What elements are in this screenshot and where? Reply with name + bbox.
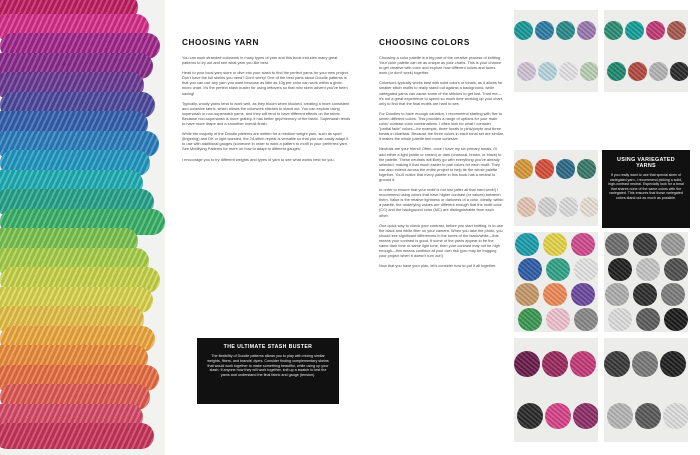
palette-photo-rainbow [514, 232, 598, 332]
yarn-paragraph: You can work stranded colorwork in many types of yarn and this book includes many great patterns to try out and see what yarn you like best. [182, 55, 338, 66]
yarn-ball [577, 21, 597, 41]
yarn-ball [543, 233, 567, 257]
yarn-ball [660, 351, 687, 378]
callout-text: The flexibility of Doodle patterns allows you to play with mixing similar weights, fibers, and brands! dyers. Consider finding complementary skeins that would work together to make something beautiful, while using up your stash. If anyone how they will work together, knit up a swatch to test the yarns and understand the final fabric and gauge (tension). [207, 354, 329, 378]
yarn-paragraph: Head to your local yarn store or dive into your stash to find the perfect yarns for your new project. Don't have the full skeins you need? Don't worry! One of the best parts about Doodle patterns is that you can use any yarn you want because as little as 10g per color can work within a given micro chart. It's the perfect stash buster for using leftovers so that mini skein advent you've been saving! [182, 70, 349, 96]
variegated-yarns-callout [602, 150, 690, 228]
colors-paragraph: Choosing a color palette is a big part of the creative process of knitting. Your color palette can be as unique as your charts. This is your chance to get creative with color and explore how different colors and tones work (or don't work) together. [379, 55, 502, 76]
yarn-ball [571, 283, 595, 307]
yarn-ball [546, 308, 570, 332]
yarn-paragraph: I encourage you to try different weights and types of yarn to see what works best for you. [182, 156, 335, 162]
yarn-ball [633, 233, 657, 257]
colors-paragraph: One quick way to check your contrast, before you start knitting, is to use the black and white filter on your camera. When you take the photo, you should see significant differences in the tones of the black/white—this means your contrast is good. If some of the yarns appear to be the same dark tone or same light tone, then your contrast may not be high enough—this means continue at your own risk (you may be frogging your project when it doesn't turn out!). [379, 222, 503, 259]
yarn-ball [545, 403, 572, 430]
palette-photo-grid [514, 10, 694, 450]
yarn-ball [628, 62, 648, 82]
yarn-ball [670, 62, 688, 82]
yarn-ball [517, 403, 544, 430]
palette-photo-hands-bw [604, 338, 688, 442]
yarn-ball [608, 258, 632, 282]
yarn-paragraph: While the majority of the Doodle patterns are written for a medium weight yarn, such as sport (fingering) and DK or light worsted, the 24-stitch repeat is versatile so that you can easily adapt it to use with additional gauges (someone in order to work a pattern to motif in your preferred yarn. See Modifying Patterns for more on how to adapt to different gauges. [182, 131, 349, 152]
yarn-ball [605, 233, 629, 257]
yarn-ball [546, 258, 570, 282]
palette-photo-hands-color [514, 338, 598, 442]
palette-photo-grayscale [604, 232, 688, 332]
yarn-ball [632, 351, 659, 378]
choosing-colors-heading: CHOOSING COLORS [379, 38, 470, 47]
yarn-ball [535, 159, 555, 179]
palette-photo-gold-neutral [514, 150, 598, 226]
yarn-ball [573, 403, 598, 430]
yarn-ball [636, 258, 660, 282]
yarn-ball [542, 351, 569, 378]
yarn-ball [517, 197, 537, 217]
yarn-ball [514, 159, 533, 179]
yarn-ball [605, 283, 629, 307]
yarn-ball [646, 21, 666, 41]
yarn-ball [580, 62, 598, 82]
yarn-ball [515, 233, 539, 257]
yarn-ball [515, 283, 539, 307]
yarn-ball [649, 62, 669, 82]
colors-paragraph: Colorwork typically works best with solid colors or tonals, as it allows for smaller stitch motifs to really stand out against a background, while variegated yarns can cause some of the stitches to get lost. Trust me—it's not a great experience to spend so much time working up your chart, only to find that the final motifs are hard to see. [379, 80, 504, 106]
yarn-ball [538, 197, 558, 217]
yarn-ball [663, 403, 688, 430]
yarn-ball [574, 258, 598, 282]
yarn-skeins-photo [0, 0, 165, 455]
yarn-ball [608, 308, 632, 332]
yarn-ball [635, 403, 662, 430]
yarn-ball [574, 308, 598, 332]
variegated-title: USING VARIEGATED YARNS [617, 157, 675, 169]
choosing-yarn-heading: CHOOSING YARN [182, 38, 259, 47]
callout-title: THE ULTIMATE STASH BUSTER [223, 344, 313, 350]
colors-paragraph: Now that you have your plan, let's consider how to put it all together. [379, 263, 497, 269]
colors-paragraph: In order to ensure that your motif is not lost (after all that hard work!) I recommend using colors that have higher contrast (or values) between them. Value is the relative lightness or darkness of a color. Ideally, within a palette, the underlying values are different enough that the motif color (CC) and the background color (MC) are distinguishable from each other. [379, 187, 504, 218]
yarn-ball [559, 62, 579, 82]
yarn-ball [535, 21, 555, 41]
yarn-ball [517, 62, 537, 82]
yarn-ball [664, 258, 688, 282]
yarn-ball [514, 21, 533, 41]
yarn-paragraph: Typically, woolly yarns tend to work well, as they bloom when blocked, creating a more consistent and cohesive fabric, which allows the colorwork stitches to stand out. You can explore using superwash or non-superwash yarns, and they will tend to have different effects on the fabric. Because non-superwash is more grabby, it has better grip/memory of the fabric. Superwash tends to have more drape and a smoother overall finish. [182, 100, 351, 127]
palette-photo-teal-purple [514, 10, 598, 92]
yarn-ball [518, 258, 542, 282]
yarn-ball [577, 159, 597, 179]
yarn-ball [556, 159, 576, 179]
yarn-ball [604, 21, 623, 41]
yarn-ball [667, 21, 687, 41]
yarn-ball [625, 21, 645, 41]
yarn-skein [0, 423, 154, 449]
yarn-ball [604, 351, 630, 378]
yarn-ball [607, 62, 627, 82]
variegated-text: If you really want to use that special skein of variegated yarn, I recommend picking a solid, high-contrast neutral. Especially look for a tonal that shares none of the same colors with the variegated. This ensures that those variegated colors stand out as much as possible. [608, 173, 684, 200]
yarn-ball [661, 233, 685, 257]
choosing-colors-page [370, 0, 510, 455]
yarn-ball [664, 308, 688, 332]
colors-paragraph: Neutrals are your friend! Often, once I have my six primary tonals, I'll add either a light (white or cream) or dark (charcoal, brown, or black) to the palette. These neutrals will likely go with everything you've already selected, making it that much easier to pair colors for each motif. They can also extend across the entire project to help tie the whole palette together. You'll notice that every palette in this book has a neutral to ground it. [379, 146, 502, 182]
yarn-ball [556, 21, 576, 41]
yarn-ball [538, 62, 558, 82]
yarn-ball [661, 283, 685, 307]
yarn-ball [559, 197, 579, 217]
yarn-ball [543, 283, 567, 307]
palette-photo-green-red [604, 10, 688, 92]
yarn-ball [570, 351, 597, 378]
yarn-ball [580, 197, 598, 217]
yarn-ball [514, 351, 540, 378]
yarn-ball [633, 283, 657, 307]
yarn-ball [607, 403, 634, 430]
yarn-ball [636, 308, 660, 332]
colors-paragraph: For Doodles to have enough variation, I recommend starting with five to seven different colors. This provides a range of options for your main color/ contrast color combinations. I often look for what I consider "partial fade" colors—for example, three tonals in pink/purple and three tonals in blue/teal. Because the three colors in each tonal set are similar, it makes the whole palette feel more cohesive. [379, 110, 504, 142]
yarn-ball [571, 233, 595, 257]
yarn-ball [518, 308, 542, 332]
stash-buster-callout [197, 338, 339, 404]
